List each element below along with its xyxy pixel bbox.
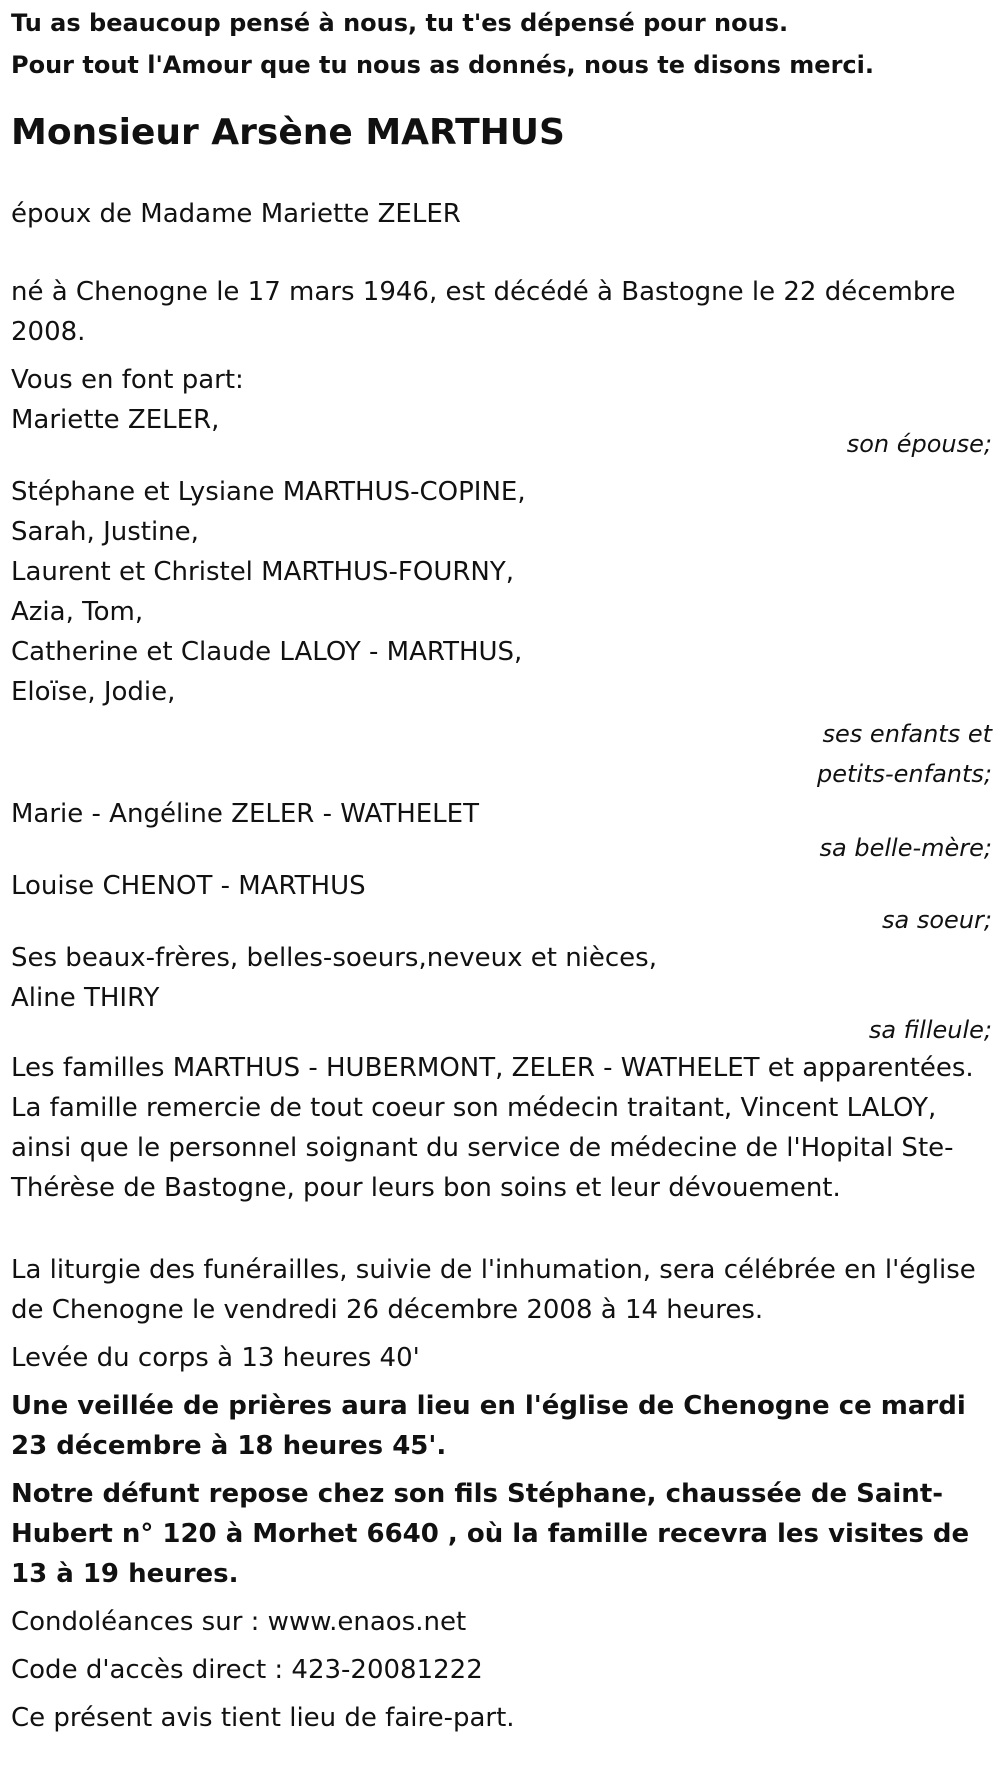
- child-line: Eloïse, Jodie,: [11, 677, 176, 707]
- spouse-name: Mariette ZELER,: [11, 405, 220, 435]
- spouse-line: époux de Madame Mariette ZELER: [11, 199, 461, 229]
- levee-line: Levée du corps à 13 heures 40': [11, 1343, 420, 1373]
- birth-death-line: né à Chenogne le 17 mars 1946, est décédé à Bastogne le 22 décembre 2008.: [11, 277, 956, 347]
- intro-line-2: Pour tout l'Amour que tu nous as donnés, nous te disons merci.: [11, 51, 874, 79]
- role-sister: sa soeur;: [882, 906, 992, 934]
- role-goddaughter: sa filleule;: [868, 1016, 992, 1044]
- condolences-line: Condoléances sur : www.enaos.net: [11, 1607, 467, 1637]
- thanks-paragraph: La famille remercie de tout coeur son médecin traitant, Vincent LALOY, ainsi que le personnel soignant du service de médecine de l'Hopital Ste-Thérèse de Bastogne, pour leurs bon soins et leur dévouement.: [11, 1093, 954, 1203]
- child-line: Catherine et Claude LALOY - MARTHUS,: [11, 637, 523, 667]
- access-code-line: Code d'accès direct : 423-20081222: [11, 1655, 483, 1685]
- role-children-1: ses enfants et: [822, 720, 992, 748]
- role-mother-in-law: sa belle-mère;: [819, 834, 992, 862]
- notice-line: Ce présent avis tient lieu de faire-part.: [11, 1703, 515, 1733]
- role-spouse: son épouse;: [846, 430, 992, 458]
- intro-line-1: Tu as beaucoup pensé à nous, tu t'es dépensé pour nous.: [11, 9, 789, 37]
- announcement-header: Vous en font part:: [11, 365, 244, 395]
- role-children-2: petits-enfants;: [817, 760, 992, 788]
- repose-paragraph: Notre défunt repose chez son fils Stéphane, chaussée de Saint-Hubert n° 120 à Morhet 6640 , où la famille recevra les visites de 13 à 19 heures.: [11, 1479, 970, 1589]
- child-line: Azia, Tom,: [11, 597, 144, 627]
- liturgy-paragraph: La liturgie des funérailles, suivie de l'inhumation, sera célébrée en l'église de Chenogne le vendredi 26 décembre 2008 à 14 heures.: [11, 1255, 976, 1325]
- child-line: Laurent et Christel MARTHUS-FOURNY,: [11, 557, 515, 587]
- deceased-name: Monsieur Arsène MARTHUS: [11, 112, 565, 153]
- sister-name: Louise CHENOT - MARTHUS: [11, 871, 366, 901]
- child-line: Stéphane et Lysiane MARTHUS-COPINE,: [11, 477, 526, 507]
- vigil-paragraph: Une veillée de prières aura lieu en l'église de Chenogne ce mardi 23 décembre à 18 heures 45'.: [11, 1391, 966, 1461]
- child-line: Sarah, Justine,: [11, 517, 199, 547]
- families-line: Les familles MARTHUS - HUBERMONT, ZELER - WATHELET et apparentées.: [11, 1053, 974, 1083]
- extended-line: Aline THIRY: [11, 983, 160, 1013]
- mother-in-law-name: Marie - Angéline ZELER - WATHELET: [11, 799, 479, 829]
- extended-line: Ses beaux-frères, belles-soeurs,neveux et nièces,: [11, 943, 657, 973]
- obituary-page: [0, 2, 1000, 1782]
